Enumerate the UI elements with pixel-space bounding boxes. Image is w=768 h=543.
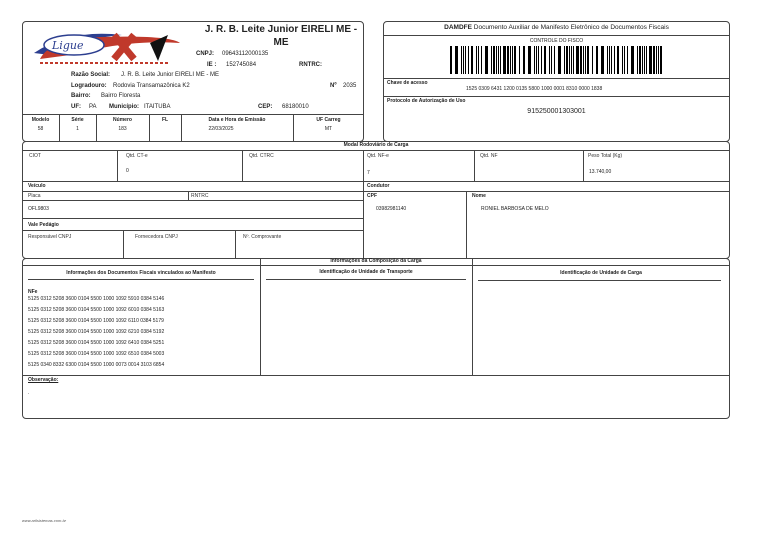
veiculo-title: Veículo: [28, 183, 46, 189]
modal-sep-4: [474, 150, 475, 181]
barcode-bar: [583, 46, 584, 74]
barcode-bar: [544, 46, 546, 74]
cpf-value: 03982981140: [376, 206, 407, 212]
fl-label: FL: [161, 117, 169, 123]
observacao-label: Observação:: [28, 377, 59, 383]
resp-cnpj-label: Responsável CNPJ: [28, 234, 72, 240]
rntrc-veiculo-label: RNTRC: [191, 193, 209, 199]
barcode-bar: [587, 46, 589, 74]
nfe-item: 5125 0312 5208 3600 0104 5500 1000 1092 6510 0384 5003: [28, 351, 165, 357]
barcode-bar: [523, 46, 525, 74]
barcode-bar: [450, 46, 452, 74]
uf-carreg-label: UF Carreg: [316, 117, 341, 123]
barcode-bar: [528, 46, 531, 74]
composicao-title-divider: [22, 265, 730, 266]
barcode-bar: [631, 46, 634, 74]
bairro-label: Bairro:: [71, 93, 91, 99]
barcode-bar: [455, 46, 458, 74]
nfe-item: 5125 0312 5208 3600 0104 5500 1000 1092 5910 0384 5146: [28, 296, 165, 302]
serie-label: Série: [71, 117, 84, 123]
damdfe-title: [383, 25, 730, 32]
veiculo-divider-2: [22, 200, 363, 201]
barcode-bar: [510, 46, 511, 74]
barcode-bar: [498, 46, 499, 74]
barcode-bar: [596, 46, 598, 74]
chave-value: 1525 0309 6431 1200 0135 5800 1000 0001 8310 0000 1838: [466, 86, 603, 92]
barcode-bar: [507, 46, 509, 74]
modelo-value: 58: [37, 126, 44, 132]
composicao-box: [22, 258, 730, 419]
numero-doc-value: 183: [118, 126, 127, 132]
barcode-bar: [549, 46, 550, 74]
logradouro-value: Rodovia Transamazônica K2: [113, 83, 190, 89]
barcode-bar: [576, 46, 579, 74]
qtd-cte-value: 0: [126, 168, 129, 174]
barcode-bar: [471, 46, 473, 74]
vale-divider: [22, 230, 363, 231]
barcode-bar: [624, 46, 625, 74]
nome-label: Nome: [472, 193, 486, 199]
barcode-bar: [468, 46, 469, 74]
barcode-bar: [503, 46, 506, 74]
barcode-bar: [656, 46, 657, 74]
condutor-title: Condutor: [367, 183, 390, 189]
barcode-bar: [534, 46, 535, 74]
barcode-bar: [536, 46, 537, 74]
logradouro-label: Logradouro:: [71, 83, 107, 89]
uf-value: PA: [89, 104, 97, 110]
barcode-bar: [609, 46, 610, 74]
uf-carreg-value: MT: [324, 126, 333, 132]
composicao-title: Informações da Composição da Carga: [330, 258, 422, 264]
municipio-label: Município:: [109, 104, 139, 110]
condutor-sep: [466, 191, 467, 258]
col-transporte-underline: [266, 279, 466, 280]
emissao-value: 22/03/2025: [208, 126, 234, 132]
placa-label: Placa: [28, 193, 41, 199]
barcode-bar: [660, 46, 662, 74]
barcode-bar: [592, 46, 593, 74]
barcode-bar: [481, 46, 482, 74]
barcode-bar: [611, 46, 612, 74]
veiculo-sep: [188, 191, 189, 200]
comprovante-label: Nº. Comprovante: [243, 234, 282, 240]
ie-value: 152745084: [226, 62, 257, 68]
municipio-value: ITAITUBA: [144, 104, 171, 110]
nfe-label: NFe: [28, 289, 38, 295]
vale-sep-1: [123, 230, 124, 258]
peso-value: 13.740,00: [589, 169, 612, 175]
barcode-bar: [478, 46, 479, 74]
barcode-bar: [554, 46, 555, 74]
barcode-bar: [463, 46, 464, 74]
veiculo-divider-3: [22, 218, 363, 219]
rntrc-label: RNTRC:: [299, 62, 322, 68]
veiculo-divider-1: [22, 191, 363, 192]
numero-label: Nº: [330, 83, 337, 89]
barcode-bar: [465, 46, 466, 74]
controle-label: CONTROLE DO FISCO: [529, 38, 584, 44]
chave-label: Chave de acesso: [387, 80, 428, 86]
col-docs-underline: [28, 279, 254, 280]
cnpj-label: CNPJ:: [196, 51, 215, 57]
observacao-divider: [22, 375, 730, 376]
condutor-divider: [363, 191, 730, 192]
vale-title: Vale Pedágio: [28, 222, 59, 228]
col-transporte-header: Identificação de Unidade de Transporte: [319, 269, 413, 275]
barcode-bar: [614, 46, 615, 74]
modal-title: Modal Rodoviário de Carga: [343, 142, 409, 148]
barcode-bar: [500, 46, 501, 74]
cpf-label: CPF: [367, 193, 377, 199]
barcode-bar: [491, 46, 492, 74]
col-carga-header: Identificação de Unidade de Carga: [560, 270, 642, 276]
col-docs-header: Informações dos Documentos Fiscais vinculados ao Manifesto: [66, 270, 216, 276]
cnpj-value: 09643112000135: [222, 51, 269, 57]
company-name-l2: ME: [273, 37, 289, 48]
barcode-bar: [571, 46, 572, 74]
ciot-label: CIOT: [29, 153, 41, 159]
protocolo-label: Protocolo de Autorização de Uso: [387, 98, 466, 104]
barcode-bar: [585, 46, 586, 74]
barcode-bar: [617, 46, 619, 74]
barcode-bar: [637, 46, 638, 74]
protocolo-divider: [383, 96, 730, 97]
chave-divider: [383, 78, 730, 79]
forn-cnpj-label: Fornecedora CNPJ: [135, 234, 178, 240]
barcode-bar: [642, 46, 643, 74]
modal-sep-1: [117, 150, 118, 181]
col-carga-underline: [478, 280, 721, 281]
modal-sep-2: [242, 150, 243, 181]
barcode-bar: [649, 46, 652, 74]
emissao-label: Data e Hora de Emissão: [208, 117, 266, 123]
cep-label: CEP:: [258, 104, 273, 110]
barcode-bar: [551, 46, 552, 74]
ie-label: IE :: [207, 62, 217, 68]
nfe-item: 5125 0312 5208 3600 0104 5500 1000 1092 6410 0384 5251: [28, 340, 165, 346]
vale-sep-2: [235, 230, 236, 258]
nome-value: RONIEL BARBOSA DE MELO: [481, 206, 549, 212]
barcode-bar: [627, 46, 628, 74]
modal-sep-5: [583, 150, 584, 181]
svg-text:Ligue: Ligue: [52, 39, 84, 52]
uf-label: UF:: [71, 104, 81, 110]
nfe-item: 5125 0312 5208 3600 0104 5500 1000 1092 6110 0384 5179: [28, 318, 164, 324]
nfe-item: 5125 0312 5208 3600 0104 5500 1000 1092 6210 0384 5192: [28, 329, 165, 335]
barcode-bar: [512, 46, 513, 74]
barcode-bar: [622, 46, 623, 74]
bairro-value: Bairro Floresta: [101, 93, 141, 99]
nfe-item: 5125 0312 5208 3600 0104 5500 1000 1092 6010 0384 5163: [28, 307, 165, 313]
qtd-cte-label: Qtd. CT-e: [126, 153, 148, 159]
barcode-bar: [573, 46, 574, 74]
company-name-l1: J. R. B. Leite Junior EIRELI ME -: [204, 24, 358, 35]
serie-value: 1: [76, 126, 79, 132]
barcode-bar: [653, 46, 655, 74]
barcode-bar: [485, 46, 488, 74]
barcode-bar: [601, 46, 604, 74]
barcode-bar: [541, 46, 542, 74]
barcode-bar: [558, 46, 561, 74]
barcode-bar: [564, 46, 565, 74]
peso-label: Peso Total (Kg): [588, 153, 623, 159]
barcode-bar: [644, 46, 645, 74]
modal-row-divider: [22, 181, 730, 182]
barcode-bar: [493, 46, 495, 74]
barcode-bar: [514, 46, 516, 74]
razao-value: J. R. B. Leite Junior EIRELI ME - ME: [121, 72, 220, 78]
company-logo: [30, 25, 190, 69]
numero-value: 2035: [343, 83, 357, 89]
barcode-bar: [607, 46, 608, 74]
barcode-bar: [496, 46, 497, 74]
barcode-bar: [646, 46, 647, 74]
modal-title-divider: [22, 150, 730, 151]
damdfe-title-bold: DAMDFE: [444, 24, 472, 31]
qtd-nfe-value: 7: [367, 170, 370, 176]
barcode-bar: [519, 46, 520, 74]
barcode-bar: [569, 46, 570, 74]
observacao-text: .: [28, 390, 30, 396]
qtd-nfe-label: Qtd. NF-e: [367, 153, 389, 159]
damdfe-title-rest: Documento Auxiliar de Manifesto Eletrônico de Documentos Fiscais: [471, 24, 669, 31]
nfe-item: 5125 0340 8332 6300 0104 5500 1000 0073 0014 3103 6854: [28, 362, 165, 368]
qtd-nf-label: Qtd. NF: [480, 153, 498, 159]
placa-value: OFL9803: [28, 206, 49, 212]
info-row-divider: [22, 114, 364, 115]
damdfe-title-divider: [383, 35, 730, 36]
modal-sep-3: [363, 150, 364, 258]
barcode-bar: [639, 46, 641, 74]
qtd-ctrc-label: Qtd. CTRC: [249, 153, 274, 159]
numero-doc-label: Número: [113, 117, 132, 123]
barcode-bar: [538, 46, 539, 74]
footer-site: www.arilsistemas.com.br: [22, 518, 67, 523]
barcode-bar: [461, 46, 462, 74]
razao-label: Razão Social:: [71, 72, 111, 78]
barcode-bar: [476, 46, 477, 74]
composicao-sep-1: [260, 258, 261, 375]
cep-value: 68180010: [282, 104, 309, 110]
modelo-label: Modelo: [31, 117, 50, 123]
barcode-bar: [566, 46, 568, 74]
barcode-bar: [580, 46, 582, 74]
barcode: [450, 46, 662, 74]
protocolo-value: 915250001303001: [527, 108, 586, 115]
barcode-bar: [658, 46, 659, 74]
